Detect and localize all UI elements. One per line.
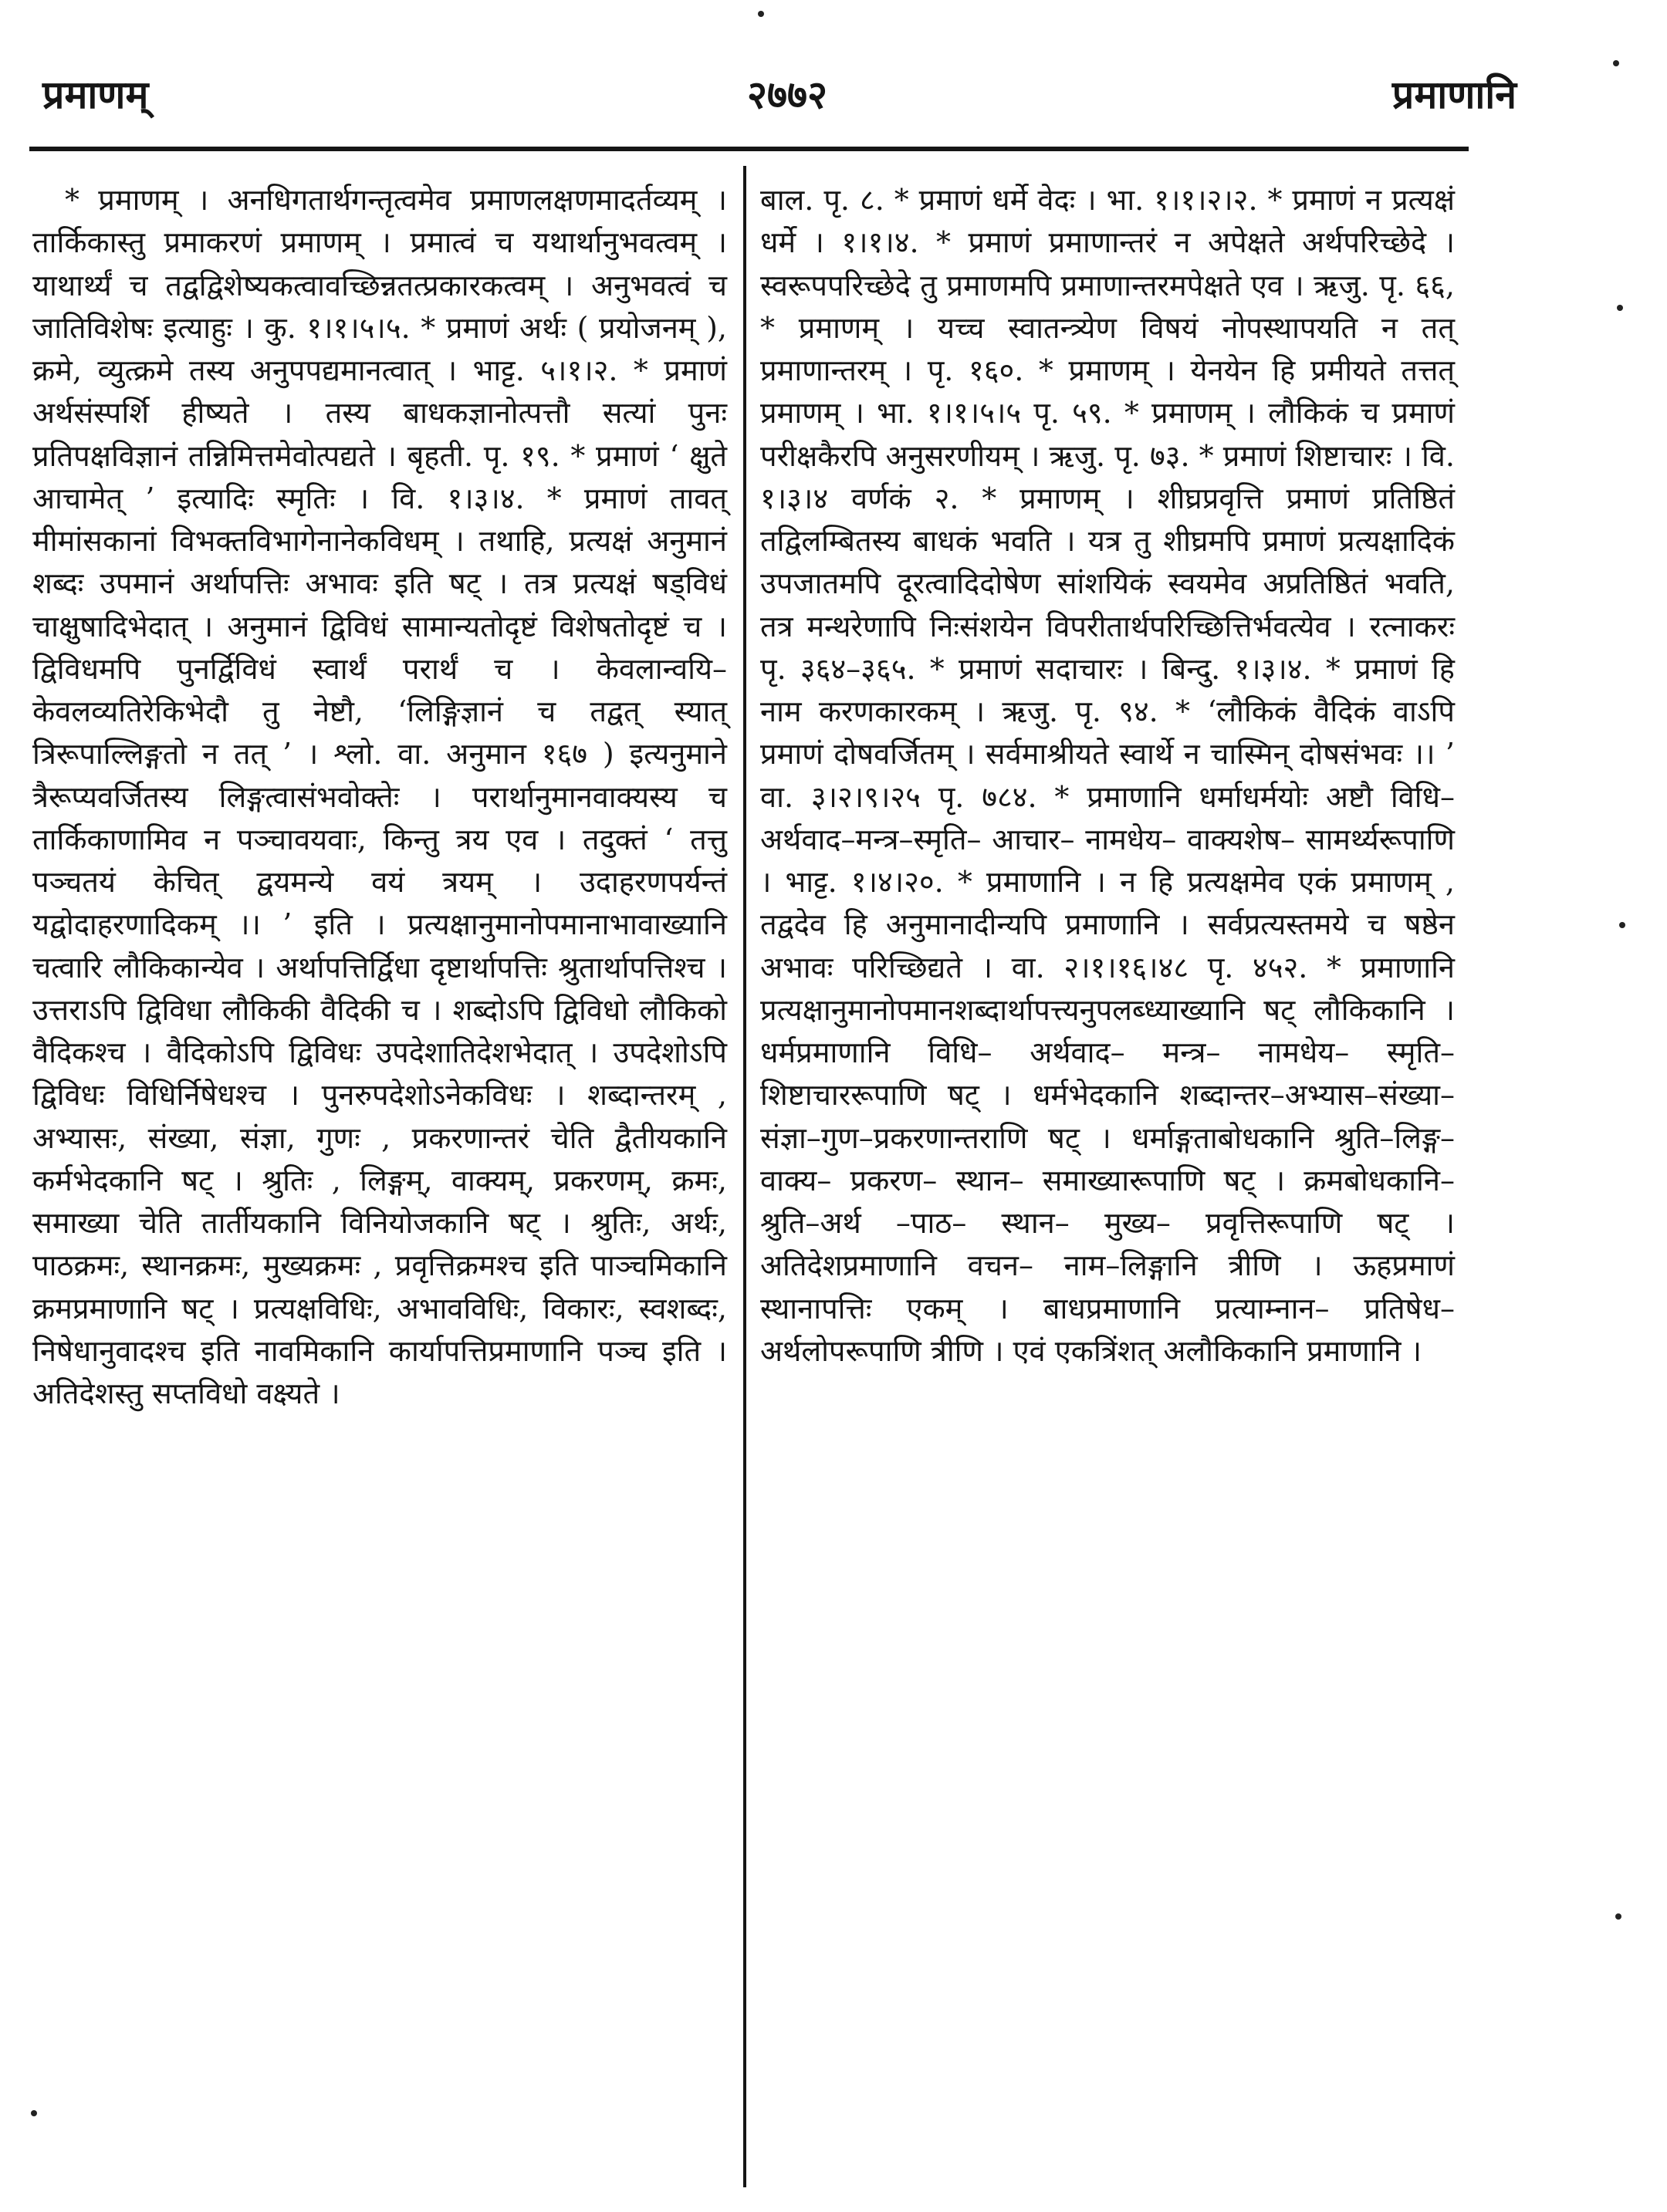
- scan-speck: [758, 11, 764, 17]
- scan-speck: [1615, 1913, 1621, 1920]
- right-column-text: बाल. पृ. ८. * प्रमाणं धर्मे वेदः । भा. १।१।२।२. * प्रमाणं न प्रत्यक्षं धर्मे । १।१।४. * प्रमाणं प्रमाणान्तरं न अपेक्षते अर्थपरिच्छेदे । स्वरूपपरिच्छेदे तु प्रमाणमपि प्रमाणान्तरमपेक्षते एव । ऋजु. पृ. ६६, * प्रमाणम् । यच्च स्वातन्त्र्येण विषयं नोपस्थापयति न तत् प्रमाणान्तरम् । पृ. १६०. * प्रमाणम् । येनयेन हि प्रमीयते तत्तत् प्रमाणम् । भा. १।१।५।५ पृ. ५९. * प्रमाणम् । लौकिकं च प्रमाणं परीक्षकैरपि अनुसरणीयम् । ऋजु. पृ. ७३. * प्रमाणं शिष्टाचारः । वि. १।३।४ वर्णकं २. * प्रमाणम् । शीघ्रप्रवृत्ति प्रमाणं प्रतिष्ठितं तद्विलम्बितस्य बाधकं भवति । यत्र तु शीघ्रमपि प्रमाणं प्रत्यक्षादिकं उपजातमपि दूरत्वादिदोषेण सांशयिकं स्वयमेव अप्रतिष्ठितं भवति, तत्र मन्थरेणापि निःसंशयेन विपरीतार्थपरिच्छित्तिर्भवत्येव । रत्नाकरः पृ. ३६४–३६५. * प्रमाणं सदाचारः । बिन्दु. १।३।४. * प्रमाणं हि नाम करणकारकम् । ऋजु. पृ. ९४. * ‘लौकिकं वैदिकं वाऽपि प्रमाणं दोषवर्जितम् । सर्वमाश्रीयते स्वार्थे न चास्मिन् दोषसंभवः ।। ’ वा. ३।२।९।२५ पृ. ७८४. * प्रमाणानि धर्माधर्मयोः अष्टौ विधि–अर्थवाद–मन्त्र–स्मृति– आचार– नामधेय– वाक्यशेष– सामर्थ्यरूपाणि । भाट्ट. १।४।२०. * प्रमाणानि । न हि प्रत्यक्षमेव एकं प्रमाणम् , तद्वदेव हि अनुमानादीन्यपि प्रमाणानि । सर्वप्रत्यस्तमये च षष्ठेन अभावः परिच्छिद्यते । वा. २।१।१६।४८ पृ. ४५२. * प्रमाणानि प्रत्यक्षानुमानोपमानशब्दार्थापत्त्यनुपलब्ध्याख्यानि षट् लौकिकानि । धर्मप्रमाणानि विधि– अर्थवाद– मन्त्र– नामधेय– स्मृति– शिष्टाचाररूपाणि षट् । धर्मभेदकानि शब्दान्तर–अभ्यास–संख्या–संज्ञा–गुण–प्रकरणान्तराणि षट् । धर्माङ्गताबोधकानि श्रुति–लिङ्ग– वाक्य– प्रकरण– स्थान– समाख्यारूपाणि षट् । क्रमबोधकानि–श्रुति–अर्थ –पाठ– स्थान– मुख्य– प्रवृत्तिरूपाणि षट् । अतिदेशप्रमाणानि वचन– नाम–लिङ्गानि त्रीणि । ऊहप्रमाणं स्थानापत्तिः एकम् । बाधप्रमाणानि प्रत्याम्नान– प्रतिषेध– अर्थलोपरूपाणि त्रीणि । एवं एकत्रिंशत् अलौकिकानि प्रमाणानि ।: [760, 183, 1455, 1368]
- page-number: २७७२: [747, 72, 827, 117]
- header-rule: [29, 147, 1469, 151]
- scan-speck: [1613, 60, 1619, 66]
- scan-speck: [1617, 305, 1623, 311]
- scan-speck: [31, 2110, 37, 2116]
- column-divider: [743, 166, 746, 2187]
- running-head-left: प्रमाणम्: [42, 72, 149, 117]
- scan-speck: [1619, 922, 1625, 928]
- page-header: [0, 0, 1667, 154]
- running-head-right: प्रमाणानि: [1391, 72, 1517, 117]
- left-column-text: * प्रमाणम् । अनधिगतार्थगन्तृत्वमेव प्रमाणलक्षणमादर्तव्यम् । तार्किकास्तु प्रमाकरणं प्रमाणम् । प्रमात्वं च यथार्थानुभवत्वम् । याथार्थ्यं च तद्वद्विशेष्यकत्वावच्छिन्नतत्प्रकारकत्वम् । अनुभवत्वं च जातिविशेषः इत्याहुः । कु. १।१।५।५. * प्रमाणं अर्थः ( प्रयोजनम् ), क्रमे, व्युत्क्रमे तस्य अनुपपद्यमानत्वात् । भाट्ट. ५।१।२. * प्रमाणं अर्थसंस्पर्शि हीष्यते । तस्य बाधकज्ञानोत्पत्तौ सत्यां पुनः प्रतिपक्षविज्ञानं तन्निमित्तमेवोत्पद्यते । बृहती. पृ. १९. * प्रमाणं ‘ क्षुते आचामेत् ’ इत्यादिः स्मृतिः । वि. १।३।४. * प्रमाणं तावत् मीमांसकानां विभक्तविभागेनानेकविधम् । तथाहि, प्रत्यक्षं अनुमानं शब्दः उपमानं अर्थापत्तिः अभावः इति षट् । तत्र प्रत्यक्षं षड्विधं चाक्षुषादिभेदात् । अनुमानं द्विविधं सामान्यतोदृष्टं विशेषतोदृष्टं च । द्विविधमपि पुनर्द्विविधं स्वार्थं परार्थं च । केवलान्वयि–केवलव्यतिरेकिभेदौ तु नेष्टौ, ‘लिङ्गिज्ञानं च तद्वत् स्यात् त्रिरूपाल्लिङ्गतो न तत् ’ । श्लो. वा. अनुमान १६७ ) इत्यनुमाने त्रैरूप्यवर्जितस्य लिङ्गत्वासंभवोक्तेः । परार्थानुमानवाक्यस्य च तार्किकाणामिव न पञ्चावयवाः, किन्तु त्रय एव । तदुक्तं ‘ तत्तु पञ्चतयं केचित् द्वयमन्ये वयं त्रयम् । उदाहरणपर्यन्तं यद्वोदाहरणादिकम् ।। ’ इति । प्रत्यक्षानुमानोपमानाभावाख्यानि चत्वारि लौकिकान्येव । अर्थापत्तिर्द्विधा दृष्टार्थापत्तिः श्रुतार्थापत्तिश्च । उत्तराऽपि द्विविधा लौकिकी वैदिकी च । शब्दोऽपि द्विविधो लौकिको वैदिकश्च । वैदिकोऽपि द्विविधः उपदेशातिदेशभेदात् । उपदेशोऽपि द्विविधः विधिर्निषेधश्च । पुनरुपदेशोऽनेकविधः । शब्दान्तरम् , अभ्यासः, संख्या, संज्ञा, गुणः , प्रकरणान्तरं चेति द्वैतीयकानि कर्मभेदकानि षट् । श्रुतिः , लिङ्गम्, वाक्यम्, प्रकरणम्, क्रमः, समाख्या चेति तार्तीयकानि विनियोजकानि षट् । श्रुतिः, अर्थः, पाठक्रमः, स्थानक्रमः, मुख्यक्रमः , प्रवृत्तिक्रमश्च इति पाञ्चमिकानि क्रमप्रमाणानि षट् । प्रत्यक्षविधिः, अभावविधिः, विकारः, स्वशब्दः, निषेधानुवादश्च इति नावमिकानि कार्यापत्तिप्रमाणानि पञ्च इति । अतिदेशस्तु सप्तविधो वक्ष्यते ।: [32, 183, 727, 1410]
